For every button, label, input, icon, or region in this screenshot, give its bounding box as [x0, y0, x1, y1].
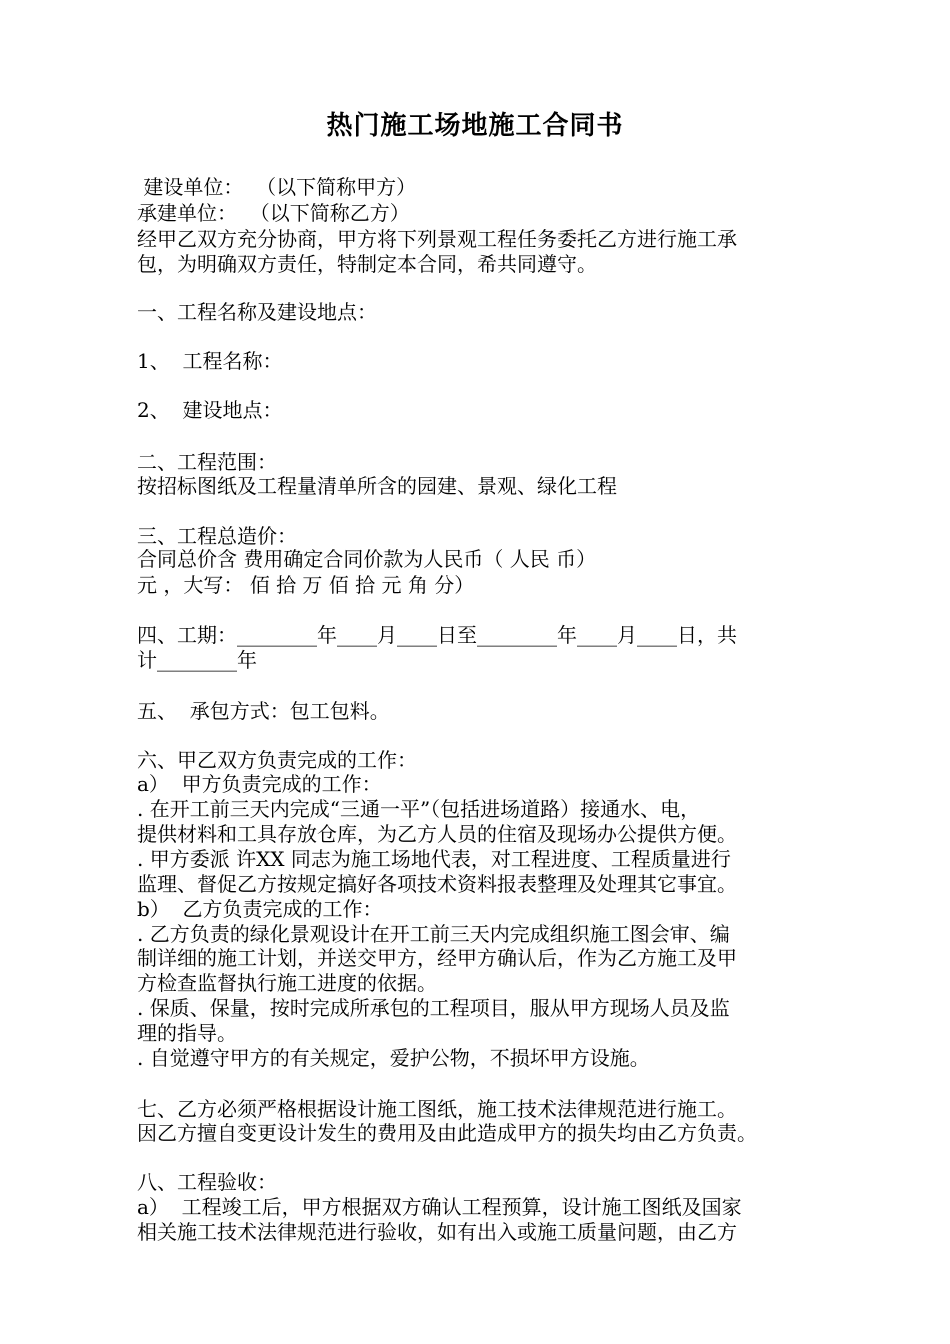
text-line: . 自觉遵守甲方的有关规定，爱护公物，不损坏甲方设施。 [137, 1046, 650, 1070]
text-line: 方检查监督执行施工进度的依据。 [137, 971, 437, 995]
text-line: . 保质、保量，按时完成所承包的工程项目，服从甲方现场人员及监 [137, 996, 730, 1020]
text-line: 承建单位： （以下简称乙方） [137, 201, 410, 225]
text-line: . 甲方委派 许XX 同志为施工场地代表，对工程进度、工程质量进行 [137, 847, 731, 871]
text-line: 元 ，大写： 佰 拾 万 佰 拾 元 角 分） [137, 573, 475, 597]
text-line: 2、 建设地点： [137, 398, 283, 422]
text-line: 1、 工程名称： [137, 349, 283, 373]
text-line: a） 甲方负责完成的工作： [137, 772, 382, 796]
text-line: 包，为明确双方责任，特制定本合同，希共同遵守。 [137, 252, 597, 276]
text-line: 建设单位： （以下简称甲方） [137, 175, 417, 199]
section-heading: 一、工程名称及建设地点： [137, 300, 377, 324]
text-line: 计________年 [137, 648, 257, 672]
text-line: 理的指导。 [137, 1021, 237, 1045]
section-heading: 八、工程验收： [137, 1170, 277, 1194]
section-heading: 三、工程总造价： [137, 524, 297, 548]
text-line: b） 乙方负责完成的工作： [137, 897, 383, 921]
text-line: . 在开工前三天内完成“三通一平”（包括进场道路）接通水、电， [137, 797, 701, 821]
text-line: 相关施工技术法律规范进行验收，如有出入或施工质量问题，由乙方 [137, 1220, 737, 1244]
text-line: 合同总价含 费用确定合同价款为人民币（ 人民 币） [137, 547, 597, 571]
text-line: a） 工程竣工后，甲方根据双方确认工程预算，设计施工图纸及国家 [137, 1195, 742, 1219]
text-line: . 乙方负责的绿化景观设计在开工前三天内完成组织施工图会审、编 [137, 922, 730, 946]
text-line: 经甲乙双方充分协商，甲方将下列景观工程任务委托乙方进行施工承 [137, 227, 737, 251]
section-heading: 四、工期：________年____月____日至________年____月____日，共 [137, 623, 737, 647]
section-heading: 七、乙方必须严格根据设计施工图纸，施工技术法律规范进行施工。 [137, 1097, 737, 1121]
text-line: 提供材料和工具存放仓库，为乙方人员的住宿及现场办公提供方便。 [137, 822, 737, 846]
section-heading: 五、 承包方式：包工包料。 [137, 699, 390, 723]
document-title: 热门施工场地施工合同书 [326, 111, 624, 141]
text-line: 制详细的施工计划，并送交甲方，经甲方确认后，作为乙方施工及甲 [137, 946, 737, 970]
text-line: 按招标图纸及工程量清单所含的园建、景观、绿化工程 [137, 474, 617, 498]
section-heading: 二、工程范围： [137, 450, 277, 474]
text-line: 监理、督促乙方按规定搞好各项技术资料报表整理及处理其它事宜。 [137, 872, 737, 896]
section-heading: 六、甲乙双方负责完成的工作： [137, 748, 417, 772]
text-line: 因乙方擅自变更设计发生的费用及由此造成甲方的损失均由乙方负责。 [137, 1121, 757, 1145]
